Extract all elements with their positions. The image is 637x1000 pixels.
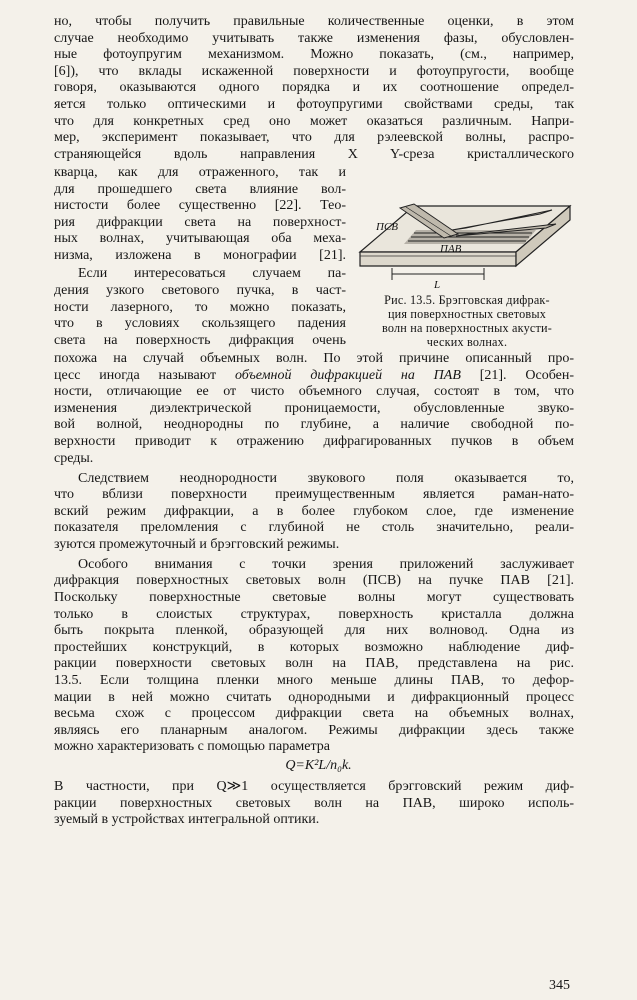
text-line: Поскольку поверхностные световые волны могут существовать (54, 590, 574, 606)
text-line: В частности, при Q≫1 осуществляется брэгговский режим диф- (54, 779, 574, 795)
text-line: говоря, оказываются одного порядка и их соотношение определ- (54, 80, 574, 96)
text-line: цесс иногда называют объемной дифракцией на ПАВ [21]. Особен- (54, 367, 574, 383)
text-line: что для конкретных сред оно может оказаться различным. Напри- (54, 113, 574, 129)
text-line: Если интересоваться случаем па- (78, 266, 346, 282)
text-line: изменения диэлектрической проницаемости, обусловленные звуко- (54, 400, 574, 416)
length-label: L (434, 279, 441, 291)
text-line: случае необходимо учитывать также изменения фазы, обусловлен- (54, 30, 574, 46)
italic-term: объемной дифракцией на ПАВ (234, 367, 461, 383)
text-line: Следствием неоднородности звукового поля оказывается то, (78, 470, 574, 486)
text-line: низма, изложена в монографии [21]. (54, 248, 346, 264)
text-line: ракции поверхности световых волн на ПАВ, представлена на рис. (54, 656, 574, 672)
text-line: но, чтобы получить правильные количественные оценки, в этом (54, 14, 574, 29)
text-line: дифракция поверхностных световых волн (ПСВ) на пучке ПАВ [21]. (54, 573, 574, 589)
text-line: показателя преломления с глубиной не столь значительно, реали- (54, 520, 574, 536)
text-line: мации в ней можно считать однородными и дифракционный процесс (54, 689, 574, 705)
formula: Q=K²L/n₀k. (285, 757, 352, 773)
text-line: 13.5. Если толщина пленки много меньше длины ПАВ, то дефор- (54, 673, 574, 689)
text-line: весьма схож с процессом дифракции света на объемных волнах, (54, 706, 574, 722)
text-line: можно характеризовать с помощью параметра (54, 739, 331, 755)
text-line: ности лазерного, то можно показать, (54, 299, 346, 315)
text-line: нистости более существенно [22]. Тео- (54, 198, 346, 214)
figure-13-5-diagram (356, 200, 576, 292)
text-line: Особого внимания с точки зрения приложений заслуживает (78, 556, 574, 572)
text-line: ности, отличающие ее от чисто объемного случая, состоят в том, что (54, 384, 574, 400)
text-line: среды. (54, 450, 94, 466)
text-line: верхности приводит к отражению дифрагированных пучков в объем (54, 433, 574, 449)
text-line: кварца, как для отраженного, так и (54, 165, 346, 181)
text-line: дения узкого светового пучка, в част- (54, 282, 346, 298)
text-line: похожа на случай объемных волн. По этой причине описанный про- (54, 350, 574, 366)
caption-line: Рис. 13.5. Брэгговская дифрак- (384, 293, 550, 307)
text-line: что вблизи поверхности преимущественным является раман-нато- (54, 487, 574, 503)
text-line: вой волной, неоднородны по глубине, а наличие свободной по- (54, 417, 574, 433)
text-line: яется только оптическими и фотоупругими свойствами среды, так (54, 97, 574, 112)
slab-front (360, 252, 516, 266)
figure-caption (358, 293, 576, 349)
text-line: являясь его планарным аналогом. Режимы дифракции здесь также (54, 722, 574, 738)
text-line: вский режим дифракции, а в более глубоком слое, где изменение (54, 503, 574, 519)
text-line: [6]), что вклады искаженной поверхности и фотоупругости, вообще (54, 63, 574, 79)
text-line: ных волнах, учитывающая оба меха- (54, 231, 346, 247)
saw-beam (404, 230, 536, 244)
text-line: что в условиях скользящего падения (54, 316, 346, 332)
text-line: ные фотоупругим механизмом. Можно показать, (см., например, (54, 47, 574, 63)
text-line: мер, эксперимент показывает, что для рэлеевской волны, распро- (54, 130, 574, 146)
psv-label: ПСВ (376, 221, 398, 233)
caption-line: ческих волнах. (426, 335, 508, 349)
text-line: для прошедшего света влияние вол- (54, 181, 346, 197)
text-line: ракции поверхностных световых волн на ПАВ, широко исполь- (54, 795, 574, 811)
pav-label: ПАВ (440, 243, 462, 255)
text-line: зуются промежуточный и брэгговский режимы. (54, 536, 340, 552)
page-number: 345 (549, 978, 570, 993)
text-line: рия дифракции света на поверхност- (54, 214, 346, 230)
text-line: быть покрыта пленкой, образующей для них волновод. Одна из (54, 623, 574, 639)
text-line: зуемый в устройствах интегральной оптики. (54, 812, 320, 828)
text-line: страняющейся вдоль направления X Y-среза кристаллического (54, 146, 574, 162)
caption-line: ция поверхностных световых (387, 307, 547, 321)
text-line: света на поверхность дифракция очень (54, 332, 346, 348)
text-line: только в слоистых структурах, поверхность кристалла должна (54, 606, 574, 622)
caption-line: волн на поверхностных акусти- (381, 321, 552, 335)
text-line: простейших конструкций, в которых возможно наблюдение диф- (54, 639, 574, 655)
